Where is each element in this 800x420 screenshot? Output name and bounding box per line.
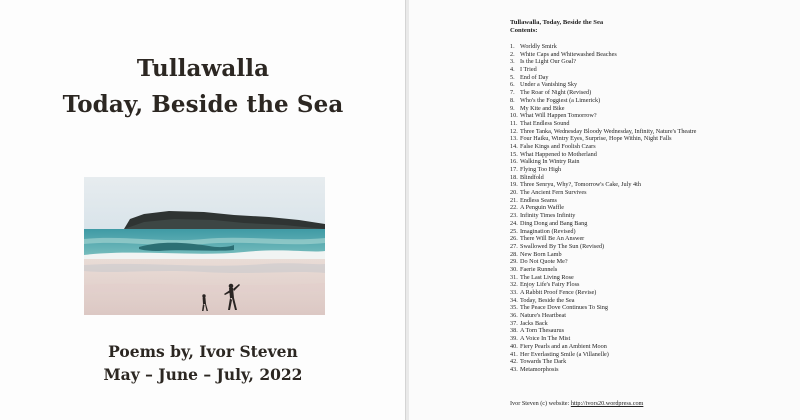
contents-item-number: 33. bbox=[510, 289, 518, 296]
contents-item-number: 30. bbox=[510, 265, 518, 273]
contents-item bbox=[510, 327, 696, 335]
contents-item bbox=[510, 235, 696, 243]
contents-item bbox=[510, 120, 696, 128]
contents-item-title: Is the Light Our Goal? bbox=[520, 58, 577, 66]
contents-item-title: A Voice In The Mist bbox=[520, 335, 571, 343]
contents-item-number: 43. bbox=[510, 365, 518, 373]
contents-item-number: 41. bbox=[510, 350, 518, 358]
contents-item-title: Swallowed By The Sun (Revised) bbox=[520, 242, 605, 250]
contents-item-title: What Will Happen Tomorrow? bbox=[520, 112, 597, 120]
contents-item-number: 7. bbox=[510, 89, 515, 97]
contents-item-title: Three Senryu, Why?, Tomorrow's Cake, July 4th bbox=[520, 181, 641, 189]
contents-item-title: Walking In Wintry Rain bbox=[520, 158, 580, 166]
contents-item bbox=[510, 243, 696, 251]
contents-item bbox=[510, 335, 696, 343]
contents-item-title: Faerie Runnels bbox=[520, 265, 558, 273]
contents-item bbox=[510, 251, 696, 259]
author-line: Poems by, Ivor Steven bbox=[108, 342, 298, 361]
contents-item-title: Ding Dong and Bang Bang bbox=[520, 219, 588, 227]
contents-title: Tullawalla, Today, Beside the Sea bbox=[510, 19, 604, 26]
contents-item-title: A Rabbit Proof Fence (Revise) bbox=[520, 289, 597, 296]
contents-item-number: 25. bbox=[510, 227, 518, 235]
contents-item-number: 34. bbox=[510, 296, 518, 304]
contents-item-title: Enjoy Life's Fairy Floss bbox=[520, 281, 580, 289]
contents-item bbox=[510, 343, 696, 351]
contents-item-number: 35. bbox=[510, 304, 518, 312]
contents-item-number: 12. bbox=[510, 127, 518, 135]
contents-item bbox=[510, 181, 696, 189]
contents-item-number: 16. bbox=[510, 158, 518, 166]
contents-item-number: 15. bbox=[510, 150, 518, 158]
contents-item bbox=[510, 151, 696, 159]
contents-item-number: 8. bbox=[510, 96, 515, 104]
contents-item-title: White Caps and Whitewashed Beaches bbox=[520, 50, 617, 58]
contents-item bbox=[510, 128, 696, 136]
contents-item-title: Towards The Dark bbox=[520, 358, 567, 366]
contents-item-number: 38. bbox=[510, 327, 518, 335]
contents-item bbox=[510, 366, 696, 374]
contents-item-title: Nature's Heartbeat bbox=[520, 312, 566, 320]
contents-item bbox=[510, 158, 696, 166]
contents-item-number: 13. bbox=[510, 135, 518, 143]
contents-item-title: Four Haiku, Wintry Eyes, Surprise, Hope Within, Night Falls bbox=[520, 135, 672, 143]
contents-item-title: My Kite and Bike bbox=[520, 104, 565, 112]
contents-item-number: 5. bbox=[510, 73, 515, 81]
contents-item-title: The Last Living Rose bbox=[520, 273, 574, 281]
contents-item-title: There Will Be An Answer bbox=[520, 235, 585, 243]
contents-item bbox=[510, 43, 696, 51]
contents-item-title: That Endless Sound bbox=[520, 119, 570, 127]
contents-item-number: 24. bbox=[510, 219, 518, 227]
contents-item-number: 31. bbox=[510, 273, 518, 281]
contents-item-title: What Happened to Motherland bbox=[520, 150, 597, 158]
contents-label: Contents: bbox=[510, 27, 538, 34]
contents-item-number: 37. bbox=[510, 319, 518, 327]
contents-item bbox=[510, 297, 696, 305]
contents-item-title: Metamorphosis bbox=[520, 365, 559, 373]
contents-item bbox=[510, 281, 696, 289]
contents-item bbox=[510, 81, 696, 89]
contents-item-title: Jacks Back bbox=[520, 319, 548, 327]
contents-item bbox=[510, 105, 696, 113]
contents-item bbox=[510, 351, 696, 359]
contents-item bbox=[510, 143, 696, 151]
contents-item-number: 14. bbox=[510, 142, 518, 150]
contents-item bbox=[510, 66, 696, 74]
contents-item bbox=[510, 266, 696, 274]
contents-item bbox=[510, 89, 696, 97]
contents-item bbox=[510, 289, 696, 297]
contents-item-number: 3. bbox=[510, 58, 515, 66]
contents-item-title: False Kings and Foolish Czars bbox=[520, 142, 596, 150]
footer-credit: Ivor Steven (c) website: bbox=[510, 400, 570, 407]
contents-item bbox=[510, 304, 696, 312]
contents-item bbox=[510, 258, 696, 266]
contents-item-title: Imagination (Revised) bbox=[520, 227, 576, 235]
contents-item-title: I Tried bbox=[520, 66, 537, 74]
contents-item-number: 1. bbox=[510, 43, 515, 50]
contents-item-number: 18. bbox=[510, 173, 518, 181]
contents-page bbox=[409, 0, 800, 420]
contents-item bbox=[510, 274, 696, 282]
contents-item-number: 22. bbox=[510, 204, 518, 212]
contents-item-title: End of Day bbox=[520, 73, 549, 81]
contents-item-number: 29. bbox=[510, 258, 518, 266]
contents-item-title: Endless Seams bbox=[520, 196, 557, 204]
contents-item bbox=[510, 189, 696, 197]
contents-item-title: Infinity Times Infinity bbox=[520, 212, 576, 220]
contents-item-number: 32. bbox=[510, 281, 518, 289]
contents-item-number: 11. bbox=[510, 119, 518, 127]
contents-item-number: 10. bbox=[510, 112, 518, 120]
contents-item-number: 27. bbox=[510, 242, 518, 250]
contents-item-title: Her Everlasting Smile (a Villanelle) bbox=[520, 350, 609, 358]
contents-item-title: Flying Too High bbox=[520, 166, 562, 173]
contents-item-number: 4. bbox=[510, 66, 515, 74]
contents-item-number: 20. bbox=[510, 189, 518, 197]
cover-photo bbox=[84, 177, 325, 315]
contents-item bbox=[510, 166, 696, 174]
contents-item-number: 23. bbox=[510, 212, 518, 220]
contents-item-number: 17. bbox=[510, 166, 518, 173]
contents-item bbox=[510, 212, 696, 220]
contents-item-title: Do Not Quote Me? bbox=[520, 258, 568, 266]
contents-item bbox=[510, 197, 696, 205]
contents-item bbox=[510, 312, 696, 320]
contents-item-title: Three Tanka, Wednesday Bloody Wednesday, Infinity, Nature's Theatre bbox=[520, 127, 697, 135]
contents-item bbox=[510, 74, 696, 82]
contents-item-number: 9. bbox=[510, 104, 515, 112]
contents-item-number: 40. bbox=[510, 342, 518, 350]
contents-item-title: Fiery Pearls and an Ambient Moon bbox=[520, 342, 607, 350]
contents-item-number: 2. bbox=[510, 50, 515, 58]
contents-item-title: Blindfold bbox=[520, 173, 544, 181]
footer-website-link[interactable]: http://ivors20.wordpress.com bbox=[570, 400, 644, 407]
contents-item-title: The Peace Dove Continues To Sing bbox=[520, 304, 608, 312]
contents-item bbox=[510, 228, 696, 236]
contents-item-title: Who's the Foggiest (a Limerick) bbox=[520, 96, 601, 104]
contents-footer bbox=[510, 400, 643, 407]
contents-item bbox=[510, 358, 696, 366]
contents-item bbox=[510, 58, 696, 66]
contents-item bbox=[510, 320, 696, 328]
contents-item-number: 26. bbox=[510, 235, 518, 243]
contents-item bbox=[510, 51, 696, 59]
contents-item-number: 19. bbox=[510, 181, 518, 189]
contents-item-title: The Ancient Fern Survives bbox=[520, 189, 587, 197]
beach-photo bbox=[84, 177, 325, 315]
contents-item-title: New Born Lamb bbox=[520, 250, 562, 258]
contents-list bbox=[510, 43, 696, 374]
contents-item-number: 42. bbox=[510, 358, 518, 366]
contents-item-number: 21. bbox=[510, 196, 518, 204]
cover-title: Tullawalla bbox=[136, 55, 270, 82]
contents-item-title: Today, Beside the Sea bbox=[520, 296, 575, 304]
contents-item bbox=[510, 204, 696, 212]
date-line: May – June – July, 2022 bbox=[103, 365, 303, 384]
contents-item-number: 6. bbox=[510, 81, 515, 89]
contents-item bbox=[510, 112, 696, 120]
contents-item-number: 36. bbox=[510, 312, 518, 320]
contents-item bbox=[510, 220, 696, 228]
cover-subtitle: Today, Beside the Sea bbox=[62, 91, 344, 118]
contents-item-number: 39. bbox=[510, 335, 518, 343]
contents-item-title: A Torn Thesaurus bbox=[520, 327, 565, 335]
contents-item bbox=[510, 97, 696, 105]
contents-item-number: 28. bbox=[510, 250, 518, 258]
contents-item-title: A Penguin Waffle bbox=[520, 204, 564, 212]
contents-item bbox=[510, 174, 696, 182]
contents-item-title: Under a Vanishing Sky bbox=[520, 81, 578, 89]
contents-item bbox=[510, 135, 696, 143]
contents-item-title: Worldly Smirk bbox=[520, 43, 557, 50]
contents-item-title: The Roar of Night (Revised) bbox=[520, 89, 592, 97]
